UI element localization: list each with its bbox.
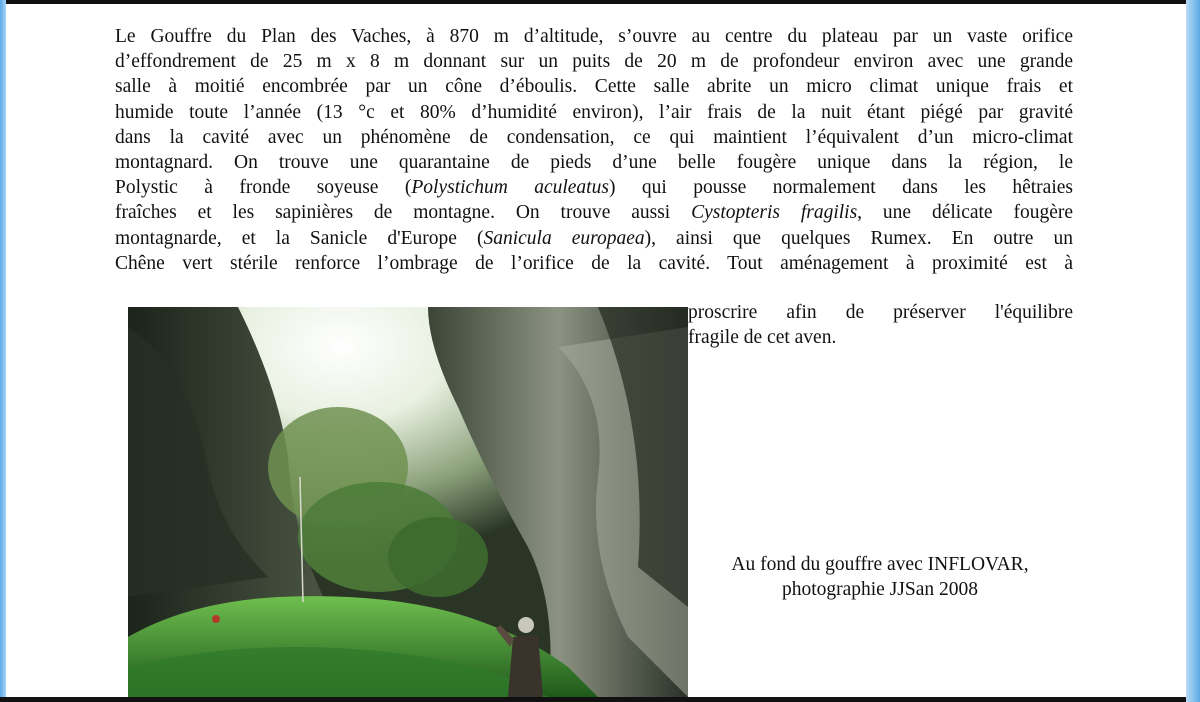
paragraph-line: d’effondrement de 25 m x 8 m donnant sur un puits de 20 m de profondeur environ avec une grande — [115, 51, 1073, 73]
species-name: Cystopteris fragilis — [691, 202, 858, 224]
paragraph-line: proscrire afin de préserver l'équilibre — [688, 302, 1073, 323]
text-run: montagnarde, et la Sanicle d'Europe ( — [115, 227, 484, 249]
paragraph-line — [115, 200, 1073, 225]
paragraph-line — [115, 226, 1073, 251]
paragraph-line: fragile de cet aven. — [688, 327, 837, 349]
cave-photo — [128, 307, 688, 697]
caption-line: photographie JJSan 2008 — [781, 579, 979, 600]
text-run: , une délicate fougère — [857, 202, 1073, 224]
top-border — [0, 0, 1186, 4]
caption-line: Au fond du gouffre avec INFLOVAR, — [731, 554, 1029, 575]
right-frame — [1186, 0, 1200, 702]
paragraph-line: Chêne vert stérile renforce l’ombrage de l’orifice de la cavité. Tout aménagement à proximité est à — [115, 252, 1073, 274]
text-run: ) qui pousse normalement dans les hêtraies — [608, 177, 1073, 199]
paragraph-line — [115, 175, 1073, 200]
text-run: Polystic à fronde soyeuse ( — [115, 177, 412, 199]
paragraph-line: Le Gouffre du Plan des Vaches, à 870 m d’altitude, s’ouvre au centre du plateau par un vaste orifice — [115, 26, 1073, 47]
paragraph-line: humide toute l’année (13 °c et 80% d’humidité environ), l’air frais de la nuit étant piégé par gravité — [115, 101, 1073, 123]
paragraph-line: montagnard. On trouve une quarantaine de pieds d’une belle fougère unique dans la région, le — [115, 152, 1073, 174]
text-run: ), ainsi que quelques Rumex. En outre un — [644, 227, 1073, 249]
paragraph-line: salle à moitié encombrée par un cône d’éboulis. Cette salle abrite un micro climat unique frais et — [115, 76, 1073, 98]
main-paragraph — [115, 24, 1073, 276]
species-name: Polystichum aculeatus — [411, 177, 609, 199]
left-frame — [0, 0, 6, 702]
paragraph-line: dans la cavité avec un phénomène de condensation, ce qui maintient l’équivalent d’un micro-climat — [115, 126, 1073, 148]
photo-caption — [690, 552, 1070, 602]
text-run: fraîches et les sapinières de montagne. On trouve aussi — [115, 202, 692, 224]
paragraph-continuation — [688, 300, 1073, 350]
species-name: Sanicula europaea — [483, 227, 645, 249]
bottom-border — [0, 697, 1186, 702]
cave-photo-image — [128, 307, 688, 697]
